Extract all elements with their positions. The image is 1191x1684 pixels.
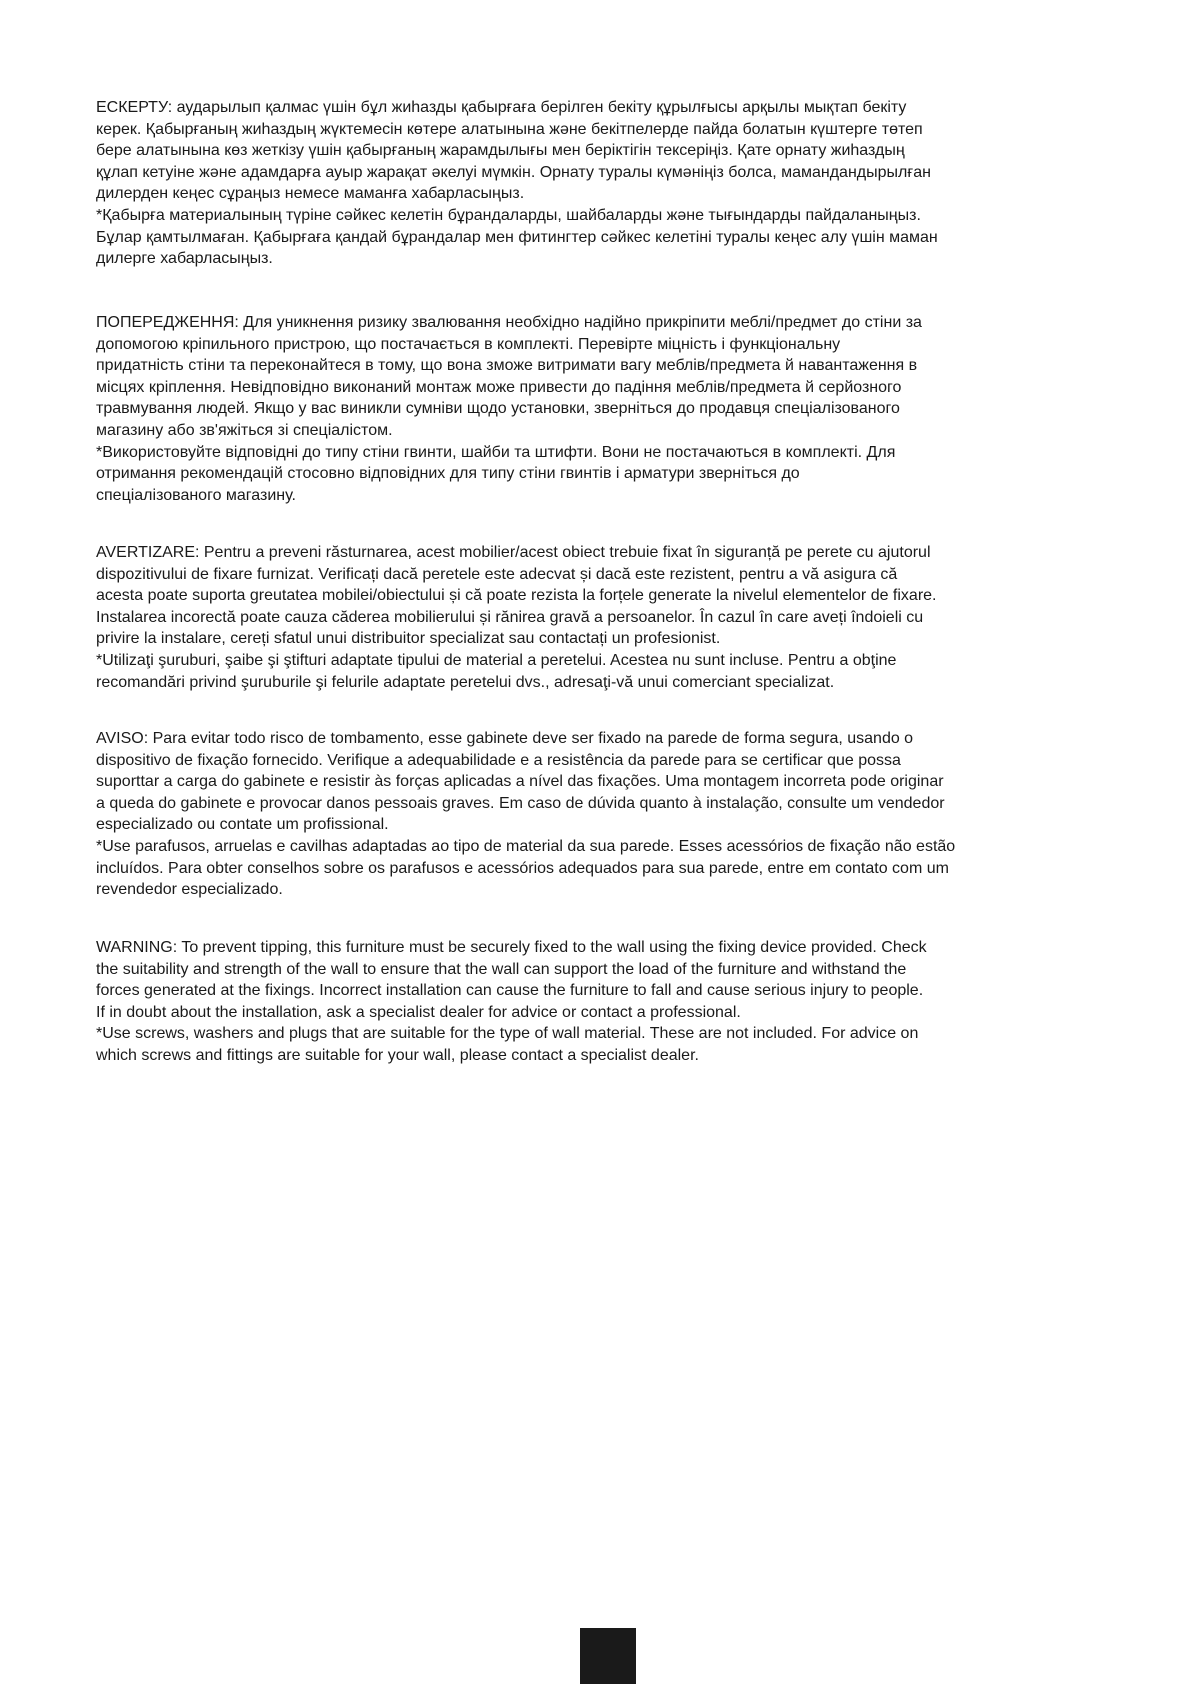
- page-marker-block: [580, 1628, 636, 1684]
- warning-text: AVERTIZARE: Pentru a preveni răsturnarea, acest mobilier/acest obiect trebuie fixat în siguranță pe perete cu ajutorul dispozitivului de fixare furnizat. Verificați dacă peretele este adecvat și dacă este rezistent, pentru a vă asigura că acesta poate suporta greutatea mobilei/obiectului și că poate rezista la forțele generate la nivelul elementelor de fixare. Instalarea incorectă poate cauza căderea mobilierului și rănirea gravă a persoanelor. În cazul în care aveți îndoieli cu privire la instalare, cereți sfatul unui distribuitor specializat sau contactați un profesionist.: [96, 544, 937, 648]
- fixing-note: *Use screws, washers and plugs that are suitable for the type of wall material. These are not included. For advice on which screws and fittings are suitable for your wall, please contact a specialist dealer.: [96, 1025, 919, 1064]
- warning-section-romanian: [96, 542, 1126, 693]
- warning-text: ПОПЕРЕДЖЕННЯ: Для уникнення ризику звалювання необхідно надійно прикріпити меблі/предмет до стіни за допомогою кріпильного пристрою, що постачається в комплекті. Перевірте міцність і функціональну придатність стіни та переконайтеся в тому, що вона зможе витримати вагу меблів/предмета й навантаження в місцях кріплення. Невідповідно виконаний монтаж може привести до падіння меблів/предмета й серйозного травмування людей. Якщо у вас виникли сумніви щодо установки, зверніться до продавця спеціалізованого магазину або зв'яжіться зі спеціалістом.: [96, 314, 922, 439]
- fixing-note: *Utilizaţi şuruburi, şaibe şi ştifturi adaptate tipului de material a peretelui. Acestea nu sunt incluse. Pentru a obţine recomandări privind şuruburile şi felurile adaptate peretelui dvs., adresaţi-vă unui comerciant specializat.: [96, 651, 897, 691]
- fixing-note: *Қабырға материалының түріне сәйкес келетін бұрандаларды, шайбаларды және тығындарды пайдаланыңыз. Бұлар қамтылмаған. Қабырғаға қандай бұрандалар мен фитингтер сәйкес келетіні туралы кеңес алу үшін маман дилерге хабарласыңыз.: [96, 206, 938, 268]
- fixing-note: *Використовуйте відповідні до типу стіни гвинти, шайби та штифти. Вони не постачаються в комплекті. Для отримання рекомендацій стосовно відповідних для типу стіни гвинтів і арматури зверніться до спеціалізованого магазину.: [96, 443, 896, 504]
- warning-text: AVISO: Para evitar todo risco de tombamento, esse gabinete deve ser fixado na parede de forma segura, usando o dispositivo de fixação fornecido. Verifique a adequabilidade e a resistência da parede para se certificar que possa suporttar a carga do gabinete e resistir às forças aplicadas a nível das fixações. Uma montagem incorreta pode originar a queda do gabinete e provocar danos pessoais graves. Em caso de dúvida quanto à instalação, consulte um vendedor especializado ou contate um profissional.: [96, 730, 945, 834]
- fixing-note: *Use parafusos, arruelas e cavilhas adaptadas ao tipo de material da sua parede. Esses acessórios de fixação não estão incluídos. Para obter conselhos sobre os parafusos e acessórios adequados para sua parede, entre em contato com um revendedor especializado.: [96, 837, 956, 899]
- warning-section-ukrainian: [96, 312, 1126, 506]
- warning-section-english: [96, 937, 1126, 1067]
- warning-section-portuguese: [96, 728, 1126, 901]
- warning-section-kazakh: [96, 97, 1126, 270]
- warning-text: ЕСКЕРТУ: аударылып қалмас үшін бұл жиһазды қабырғаға берілген бекіту құрылғысы арқылы мықтап бекіту керек. Қабырғаның жиһаздың жүктемесін көтере алатынына және бекітпелерде пайда болатын күштерге төтеп бере алатынына көз жеткізу үшін қабырғаның жарамдылығы мен беріктігін тексеріңіз. Қате орнату жиһаздың құлап кетуіне және адамдарға ауыр жарақат әкелуі мүмкін. Орнату туралы күмәніңіз болса, мамандандырылған дилерден кеңес сұраңыз немесе маманға хабарласыңыз.: [96, 99, 931, 203]
- warning-text: WARNING: To prevent tipping, this furniture must be securely fixed to the wall using the fixing device provided. Check the suitability and strength of the wall to ensure that the wall can support the load of the furniture and withstand the forces generated at the fixings. Incorrect installation can cause the furniture to fall and cause serious injury to people. If in doubt about the installation, ask a specialist dealer for advice or contact a professional.: [96, 939, 927, 1021]
